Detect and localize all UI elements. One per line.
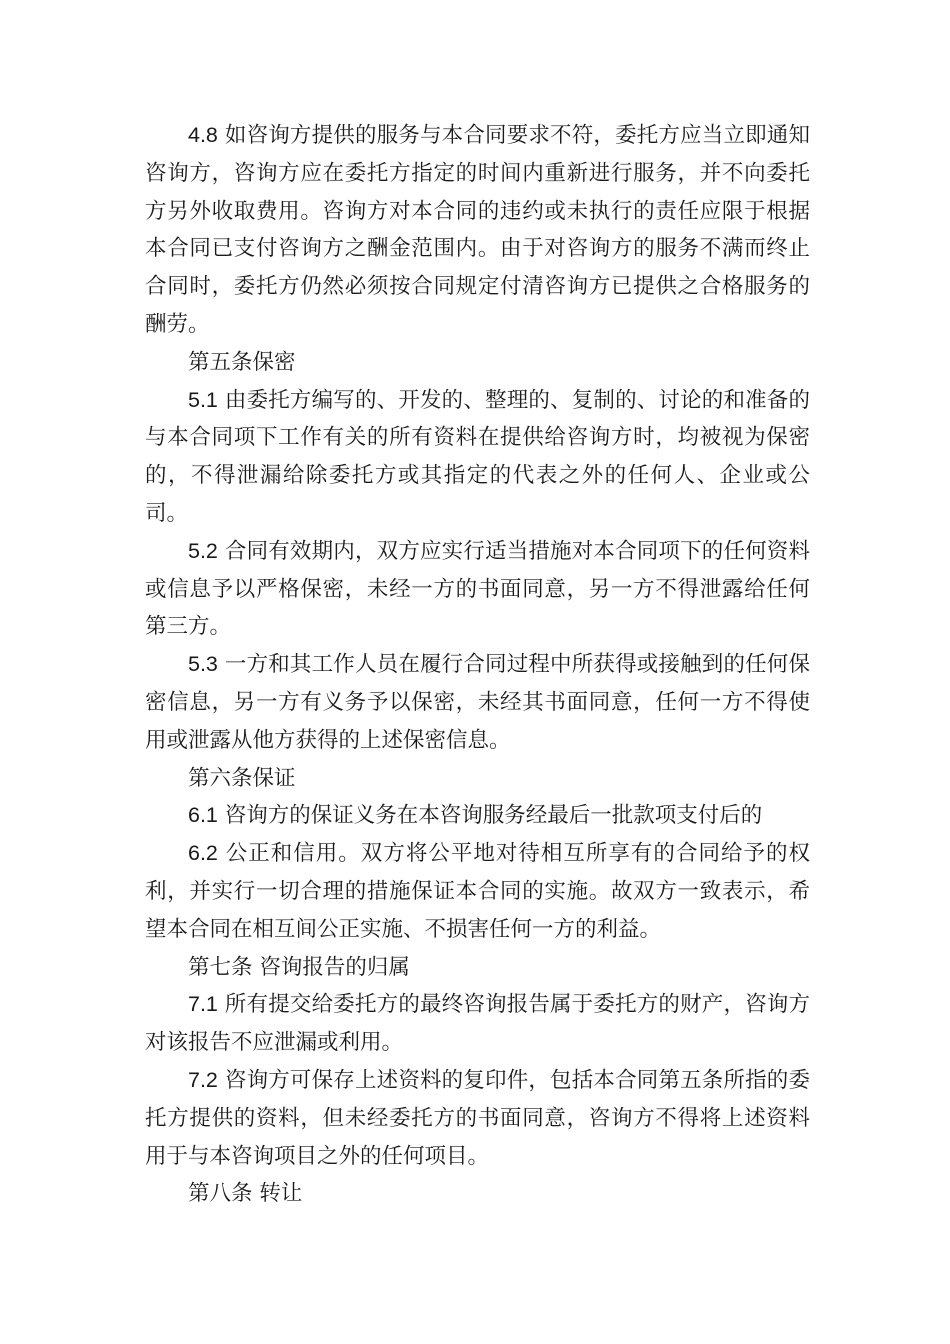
clause-text: 公正和信用。双方将公平地对待相互所享有的合同给予的权利，并实行一切合理的措施保证本合同的实施。故双方一致表示，希望本合同在相互间公正实施、不损害任何一方的利益。 (145, 841, 810, 942)
clause-text: 一方和其工作人员在履行合同过程中所获得或接触到的任何保密信息，另一方有义务予以保密，未经其书面同意，任何一方不得使用或泄露从他方获得的上述保密信息。 (145, 652, 810, 753)
clause-number: 6.1 (188, 803, 218, 828)
heading-text: 第七条 咨询报告的归属 (188, 954, 410, 980)
clause-text: 由委托方编写的、开发的、整理的、复制的、讨论的和准备的与本合同项下工作有关的所有资料在提供给咨询方时，均被视为保密的，不得泄漏给除委托方或其指定的代表之外的任何人、企业或公司。 (145, 387, 810, 526)
section-heading-6 (145, 760, 810, 798)
section-heading-5 (145, 344, 810, 382)
clause-text: 咨询方可保存上述资料的复印件，包括本合同第五条所指的委托方提供的资料，但未经委托方的书面同意，咨询方不得将上述资料用于与本咨询项目之外的任何项目。 (145, 1067, 810, 1169)
clause-number: 7.2 (188, 1067, 218, 1092)
section-heading-7 (145, 949, 810, 987)
heading-text: 第八条 转让 (188, 1181, 303, 1207)
clause-number: 6.2 (188, 841, 218, 866)
clause-7-2 (145, 1062, 810, 1175)
clause-5-3 (145, 646, 810, 759)
clause-7-1 (145, 986, 810, 1062)
clause-text: 所有提交给委托方的最终咨询报告属于委托方的财产，咨询方对该报告不应泄漏或利用。 (145, 992, 810, 1056)
clause-6-2 (145, 835, 810, 948)
clause-text: 合同有效期内，双方应实行适当措施对本合同项下的任何资料或信息予以严格保密，未经一方的书面同意，另一方不得泄露给任何第三方。 (145, 538, 810, 640)
clause-number: 5.2 (188, 538, 218, 563)
clause-text: 咨询方的保证义务在本咨询服务经最后一批款项支付后的 (224, 803, 763, 829)
clause-6-1 (145, 797, 810, 835)
clause-number: 5.1 (188, 387, 218, 412)
clause-4-8 (145, 117, 810, 344)
clause-number: 4.8 (188, 123, 218, 147)
heading-text: 第五条保密 (188, 349, 296, 375)
clause-text: 如咨询方提供的服务与本合同要求不符，委托方应当立即通知咨询方，咨询方应在委托方指定的时间内重新进行服务，并不向委托方另外收取费用。咨询方对本合同的违约或未执行的责任应限于根据本合同已支付咨询方之酬金范围内。由于对咨询方的服务不满而终止合同时，委托方仍然必须按合同规定付清咨询方已提供之合格服务的酬劳。 (145, 123, 810, 337)
clause-number: 5.3 (188, 652, 218, 677)
clause-5-2 (145, 533, 810, 646)
clause-5-1 (145, 382, 810, 533)
heading-text: 第六条保证 (188, 765, 296, 791)
section-heading-8 (145, 1175, 810, 1213)
clause-number: 7.1 (188, 992, 218, 1017)
document-body (145, 117, 810, 1213)
